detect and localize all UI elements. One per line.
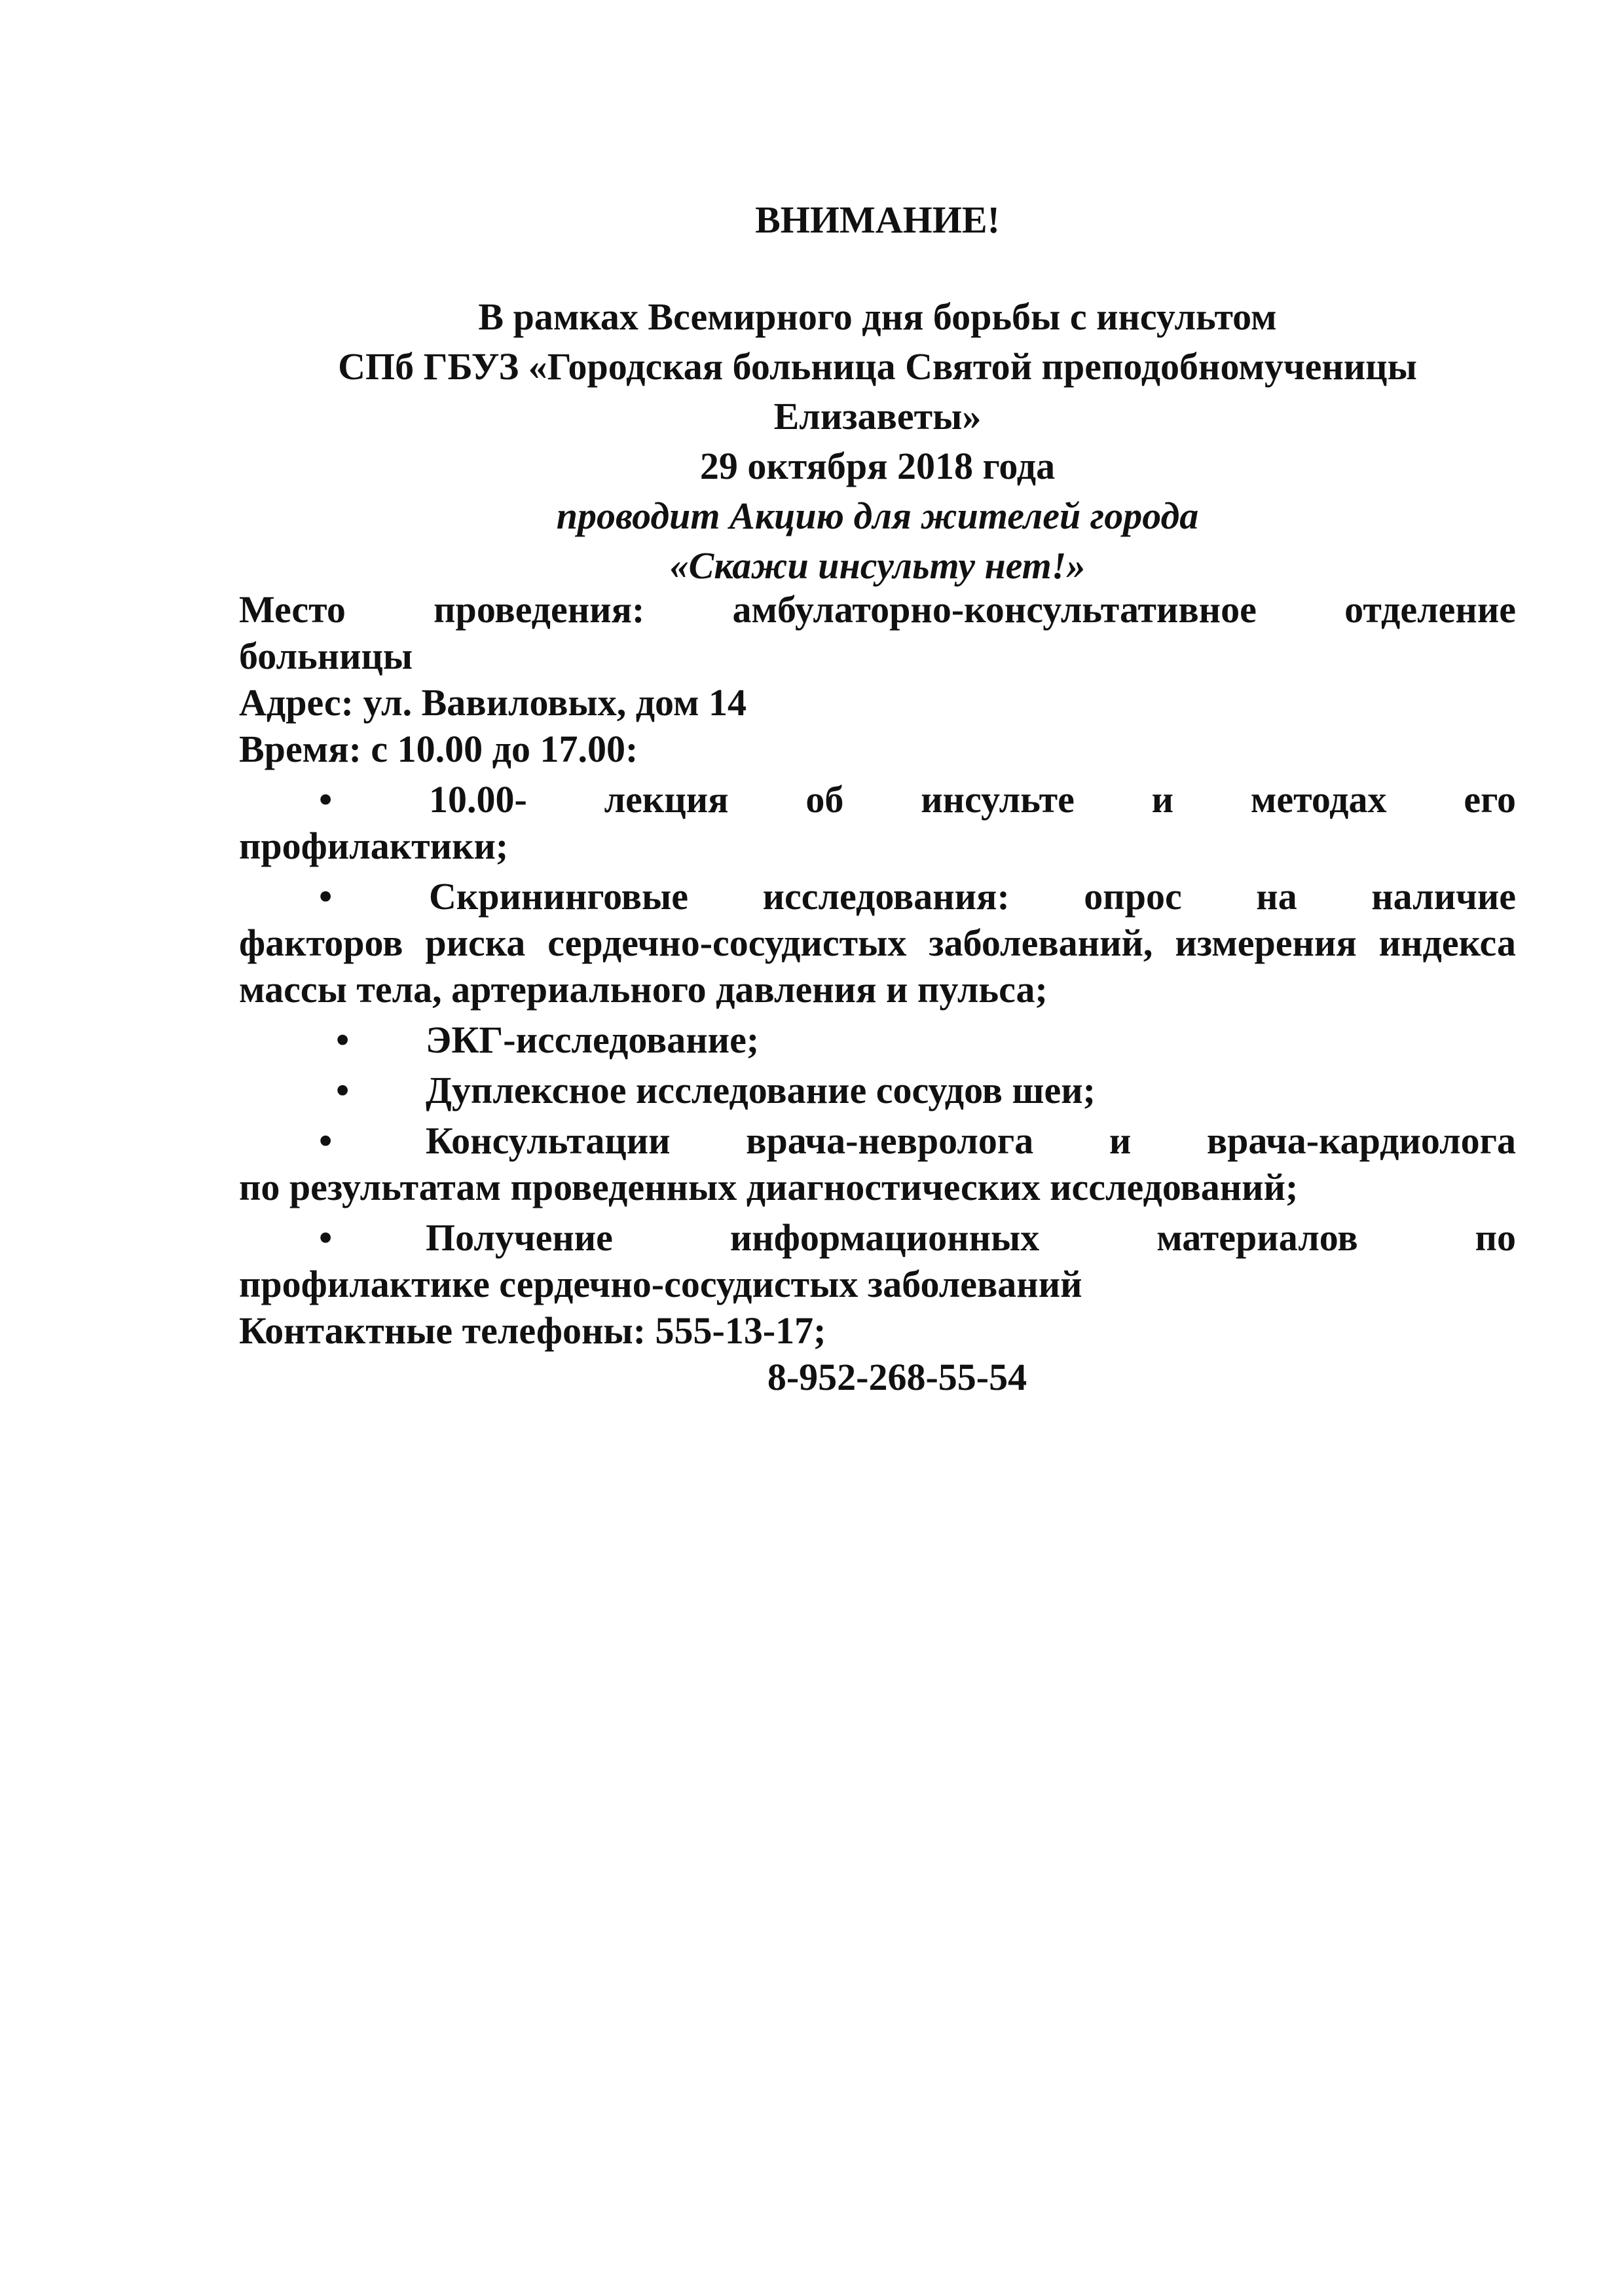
bullet-first-line xyxy=(239,1067,1516,1113)
bullet-continuation: профилактики; xyxy=(239,825,509,867)
bullet-continuation: профилактике сердечно-сосудистых заболеваний xyxy=(239,1263,1082,1305)
bullet-first-line xyxy=(239,1017,1516,1063)
bullet-text: Скрининговые исследования: опрос на наличие xyxy=(429,875,1516,918)
bullet-item xyxy=(239,1067,1516,1113)
notice-body xyxy=(239,586,1516,1400)
bullet-item xyxy=(239,1117,1516,1210)
contacts-second-phone: 8-952-268-55-54 xyxy=(767,1356,1027,1398)
bullet-item xyxy=(239,1017,1516,1063)
attention-heading: ВНИМАНИЕ! xyxy=(755,198,1000,241)
event-date: 29 октября 2018 года xyxy=(699,445,1056,487)
bullet-text: ЭКГ-исследование; xyxy=(426,1018,760,1061)
action-line: проводит Акцию для жителей города xyxy=(556,494,1199,537)
bullet-continuation: факторов риска сердечно-сосудистых заболеваний, измерения индекса массы тела, артериального давления и пульса; xyxy=(239,922,1516,1011)
bullet-icon: • xyxy=(319,1216,333,1259)
place-paragraph xyxy=(239,586,1516,679)
bullet-continuation: по результатам проведенных диагностических исследований; xyxy=(239,1166,1299,1208)
bullet-icon: • xyxy=(336,1069,350,1111)
place-first-line: Место проведения: амбулаторно-консультативное отделение xyxy=(239,588,1516,631)
bullet-first-line xyxy=(239,1214,1516,1261)
bullet-text: 10.00- лекция об инсульте и методах его xyxy=(429,778,1516,821)
bullet-text: Консультации врача-невролога и врача-кардиолога xyxy=(426,1119,1516,1162)
action-name: «Скажи инсульту нет!» xyxy=(669,544,1086,587)
bullet-text: Получение информационных материалов по xyxy=(426,1216,1516,1259)
bullet-icon: • xyxy=(319,875,333,918)
bullet-icon: • xyxy=(319,778,333,821)
bullet-text: Дуплексное исследование сосудов шеи; xyxy=(426,1069,1096,1111)
hospital-name-line-end: Елизаветы» xyxy=(773,395,982,438)
notice-header xyxy=(236,195,1519,245)
bullet-first-line xyxy=(239,873,1516,920)
contacts-line: Контактные телефоны: 555-13-17; xyxy=(239,1309,826,1352)
bullet-item xyxy=(239,873,1516,1013)
intro-line-1: В рамках Всемирного дня борьбы с инсультом xyxy=(478,295,1277,338)
hospital-name-line: СПб ГБУЗ «Городская больница Святой преподобномученицы xyxy=(338,345,1417,388)
place-rest: больницы xyxy=(239,635,413,677)
bullet-icon: • xyxy=(319,1119,333,1162)
address-line: Адрес: ул. Вавиловых, дом 14 xyxy=(239,681,747,724)
bullet-first-line xyxy=(239,1117,1516,1164)
time-line: Время: с 10.00 до 17.00: xyxy=(239,728,638,770)
bullet-item xyxy=(239,776,1516,869)
event-intro xyxy=(236,292,1519,591)
bullet-icon: • xyxy=(336,1018,350,1061)
bullet-item xyxy=(239,1214,1516,1307)
bullet-first-line xyxy=(239,776,1516,823)
